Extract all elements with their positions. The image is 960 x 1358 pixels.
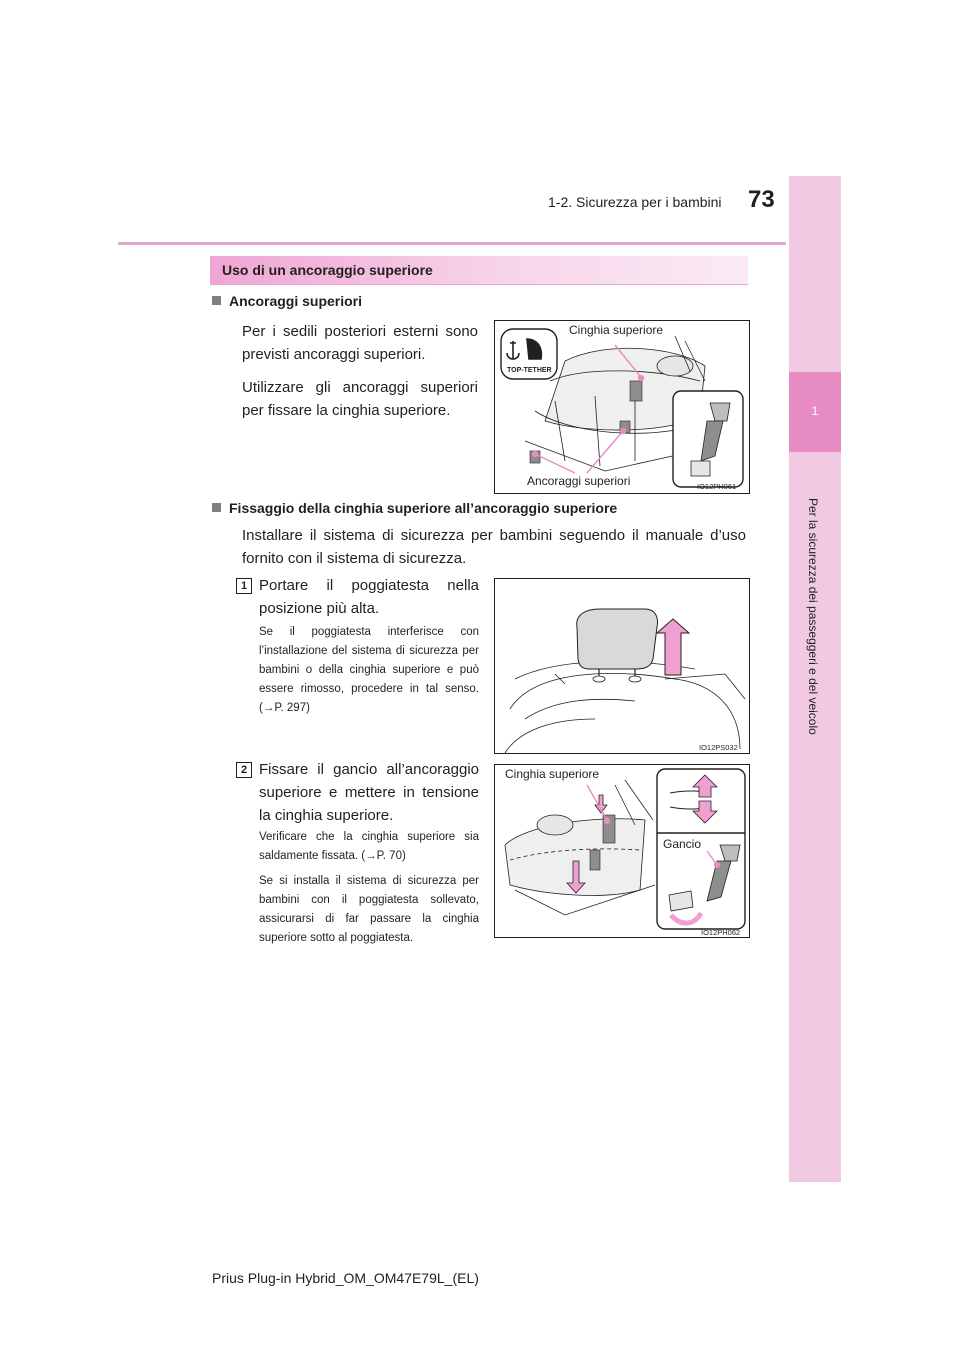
step-2-note-1: Verificare che la cinghia superiore sia saldamente fissata. (→P. 70)	[259, 831, 479, 862]
callout-top-anchors: Ancoraggi superiori	[527, 474, 631, 488]
step-2-number: 2	[236, 762, 252, 778]
bullet-icon	[212, 503, 221, 512]
top-tether-badge: TOP-TETHER	[507, 367, 552, 374]
step-2-text: Fissare il gancio all’ancoraggio superiore e mettere in tensione la cinghia superiore.	[259, 761, 479, 824]
step-2-note-2: Se si installa il sistema di sicurezza per bambini con il poggiatesta sollevato, assicurarsi di far passare la cinghia superiore sotto al poggiatesta.	[259, 875, 479, 944]
figure-top-tether-anchors	[494, 320, 750, 494]
step-1-number: 1	[236, 578, 252, 594]
step-1-text: Portare il poggiatesta nella posizione più alta.	[259, 577, 479, 617]
figure-headrest	[494, 578, 750, 754]
header-rule	[118, 242, 786, 245]
figure-code: IO12PH062	[701, 928, 741, 937]
page-footer: Prius Plug-in Hybrid_OM_OM47E79L_(EL)	[212, 1270, 479, 1286]
anchors-subheading: Ancoraggi superiori	[212, 293, 362, 309]
callout-hook: Gancio	[663, 837, 702, 851]
fixing-intro: Installare il sistema di sicurezza per bambini seguendo il manuale d’uso fornito con il sistema di sicurezza.	[242, 527, 746, 567]
seat-illustration	[495, 321, 749, 493]
figure-hook-tension	[494, 764, 750, 938]
page-number: 73	[748, 186, 775, 213]
anchors-paragraph-2: Utilizzare gli ancoraggi superiori per fissare la cinghia superiore.	[242, 379, 478, 419]
figure-code: IO12PH061	[697, 482, 737, 491]
callout-hook-strap: Cinghia superiore	[505, 767, 600, 781]
step-1-note: Se il poggiatesta interferisce con l’installazione del sistema di sicurezza per bambini o della cinghia superiore e può essere rimosso, procedere in tal senso. (→P. 297)	[259, 626, 479, 714]
fixing-subheading: Fissaggio della cinghia superiore all’ancoraggio superiore	[212, 500, 617, 516]
heading-rule	[210, 284, 748, 285]
anchors-paragraph-1: Per i sedili posteriori esterni sono previsti ancoraggi superiori.	[242, 323, 478, 363]
bullet-icon	[212, 296, 221, 305]
section-title: 1-2. Sicurezza per i bambini	[548, 194, 722, 210]
headrest-illustration	[495, 579, 749, 753]
figure-code: IO12PS032	[699, 743, 738, 752]
callout-top-strap: Cinghia superiore	[569, 323, 664, 337]
chapter-number: 1	[811, 404, 819, 418]
section-heading: Uso di un ancoraggio superiore	[210, 256, 748, 284]
hook-illustration	[495, 765, 749, 937]
chapter-title: Per la sicurezza dei passeggeri e del veicolo	[806, 498, 820, 735]
